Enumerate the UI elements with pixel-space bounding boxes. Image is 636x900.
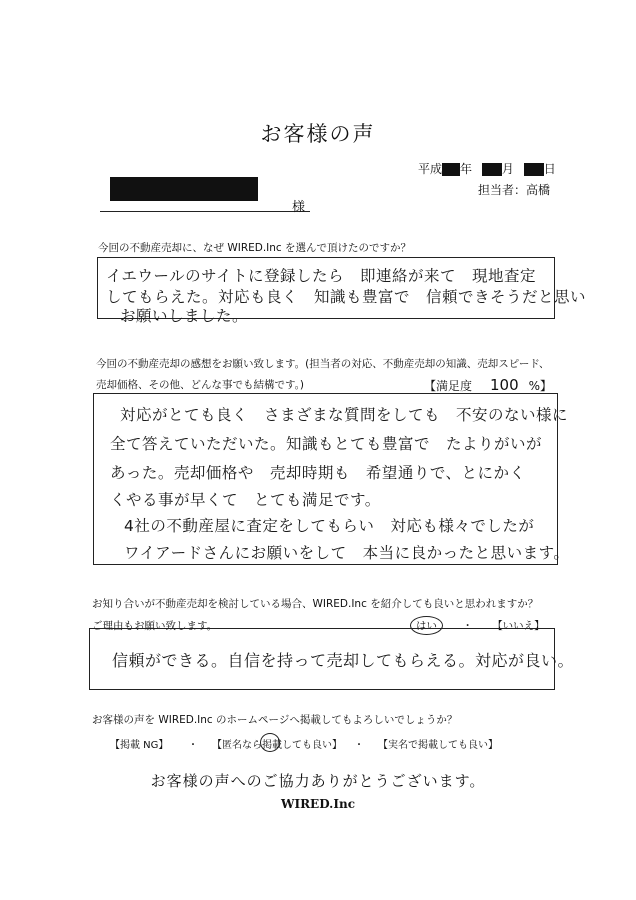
date-row [418, 160, 556, 177]
customer-suffix: 様 [292, 200, 306, 215]
option-separator: ・ [354, 740, 364, 751]
satisfaction-value: 100 [490, 376, 519, 394]
q1-answer-line: してもらえた。対応も良く 知識も豊富で 信頼できそうだと思い [106, 288, 587, 306]
page-title: お客様の声 [260, 122, 376, 146]
thanks-message: お客様の声へのご協力ありがとうございます。 [150, 772, 486, 790]
q2-answer-line: 対応がとても良く さまざまな質問をしても 不安のない様に [120, 406, 569, 424]
redacted-month [482, 163, 502, 176]
q1-question: 今回の不動産売却に、なぜ WIRED.Inc を選んで頂けたのですか？ [98, 242, 412, 254]
publish-option-anonymous-label: 【匿名なら掲載しても良い】 [212, 740, 342, 751]
day-label: 日 [543, 162, 556, 176]
q2-question-line: 今回の不動産売却の感想をお願い致します。(担当者の対応、不動産売却の知識、売却スピード、 [96, 358, 550, 370]
era-label: 平成 [418, 162, 443, 176]
option-separator: ・ [462, 620, 473, 632]
name-underline [100, 211, 310, 212]
publish-option-realname: 【実名で掲載しても良い】 [378, 740, 498, 751]
redacted-customer-name [110, 177, 258, 201]
q2-question-line: 売却価格、その他、どんな事でも結構です。) [96, 379, 305, 391]
q1-answer-line: お願いしました。 [120, 307, 249, 325]
redacted-day [524, 163, 544, 176]
year-label: 年 [460, 162, 473, 176]
option-no: 【いいえ】 [492, 620, 545, 632]
publish-option-anonymous [212, 736, 342, 751]
satisfaction-field [424, 376, 552, 394]
redacted-year [442, 163, 460, 176]
q3-question-line: ご理由もお願い致します。 [92, 620, 218, 632]
option-separator: ・ [188, 740, 198, 751]
q3-answer: 信頼ができる。自信を持って売却してもらえる。対応が良い。 [112, 651, 575, 670]
staff-label: 担当者：高橋 [478, 183, 551, 197]
publish-option-ng: 【掲載 NG】 [110, 740, 169, 751]
q1-answer-line: イエウールのサイトに登録したら 即連絡が来て 現地査定 [106, 267, 536, 285]
q2-answer-line: くやる事が早くて とても満足です。 [110, 491, 381, 509]
q4-question: お客様の声を WIRED.Inc のホームページへ掲載してもよろしいでしょうか？ [92, 714, 458, 726]
satisfaction-label: 【満足度 [424, 379, 473, 393]
q2-answer-line: あった。売却価格や 売却時期も 希望通りで、とにかく [110, 464, 526, 482]
month-label: 月 [501, 162, 514, 176]
selection-circle-mark [260, 733, 280, 752]
q3-question-line: お知り合いが不動産売却を検討している場合、WIRED.Inc を紹介しても良いと思われますか？ [92, 598, 539, 610]
q2-answer-line: 4社の不動産屋に査定をしてもらい 対応も様々でしたが [124, 517, 535, 535]
satisfaction-unit: %】 [528, 379, 553, 393]
option-yes-selected: はい [410, 616, 443, 635]
q2-answer-line: 全て答えていただいた。知識もとても豊富で たよりがいが [110, 435, 543, 453]
q2-answer-line: ワイアードさんにお願いをして 本当に良かったと思います。 [124, 544, 570, 562]
company-name: WIRED.Inc [280, 797, 355, 811]
